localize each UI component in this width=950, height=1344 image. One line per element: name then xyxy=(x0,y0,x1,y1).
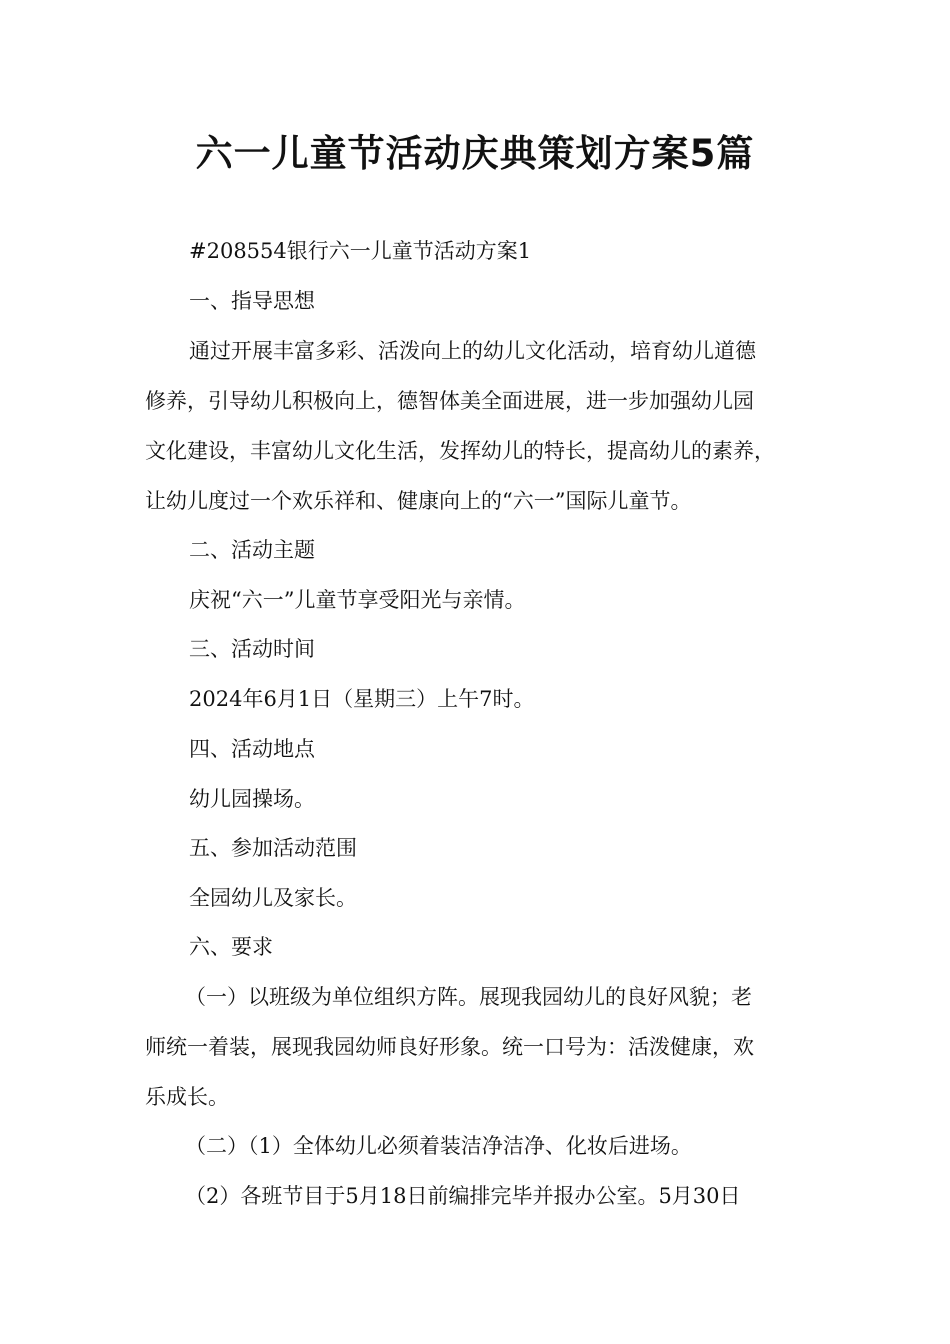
heading-activity-theme: 二、活动主题 xyxy=(189,538,315,562)
paragraph-line: 师统一着装，展现我园幼师良好形象。统一口号为：活泼健康，欢 xyxy=(145,1035,754,1059)
heading-requirements: 六、要求 xyxy=(189,935,273,959)
section-heading-plan-1: #208554银行六一儿童节活动方案1 xyxy=(189,239,532,263)
paragraph-line: 乐成长。 xyxy=(145,1085,229,1109)
paragraph-line: （二）（1）全体幼儿必须着装洁净洁净、化妆后进场。 xyxy=(185,1134,692,1158)
heading-participation-scope: 五、参加活动范围 xyxy=(189,836,357,860)
paragraph-line: 通过开展丰富多彩、活泼向上的幼儿文化活动，培育幼儿道德 xyxy=(189,339,756,363)
paragraph-line: （一）以班级为单位组织方阵。展现我园幼儿的良好风貌；老 xyxy=(185,985,752,1009)
paragraph-line: 文化建设，丰富幼儿文化生活，发挥幼儿的特长，提高幼儿的素养， xyxy=(145,439,775,463)
heading-activity-location: 四、活动地点 xyxy=(189,737,315,761)
paragraph-line: （2）各班节目于5月18日前编排完毕并报办公室。5月30日 xyxy=(185,1184,741,1208)
paragraph-line: 幼儿园操场。 xyxy=(189,787,315,811)
paragraph-line: 庆祝“六一”儿童节享受阳光与亲情。 xyxy=(189,588,526,612)
document-title: 六一儿童节活动庆典策划方案5篇 xyxy=(195,132,755,175)
heading-activity-time: 三、活动时间 xyxy=(189,637,315,661)
paragraph-line: 2024年6月1日（星期三）上午7时。 xyxy=(189,687,535,711)
paragraph-line: 全园幼儿及家长。 xyxy=(189,886,357,910)
heading-guiding-ideology: 一、指导思想 xyxy=(189,289,315,313)
paragraph-line: 让幼儿度过一个欢乐祥和、健康向上的“六一”国际儿童节。 xyxy=(145,489,692,513)
paragraph-line: 修养，引导幼儿积极向上，德智体美全面进展，进一步加强幼儿园 xyxy=(145,389,754,413)
